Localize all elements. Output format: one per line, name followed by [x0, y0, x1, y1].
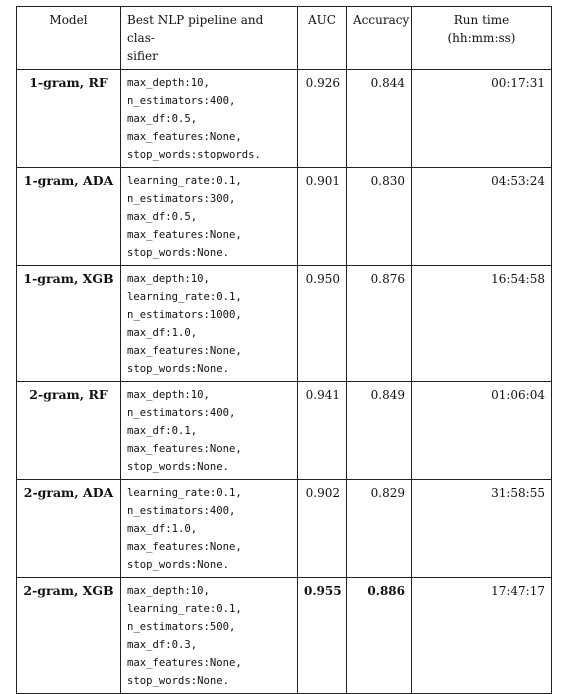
pipeline-cell: [121, 70, 298, 168]
param-line: stop_words:stopwords.: [127, 149, 261, 161]
param-line: learning_rate:0.1,: [127, 487, 242, 499]
runtime-cell: 01:06:04: [412, 382, 552, 480]
table-row: [17, 382, 552, 480]
param-line: n_estimators:500,: [127, 621, 236, 633]
model-cell: 1-gram, XGB: [17, 266, 121, 382]
param-line: max_features:None,: [127, 131, 242, 143]
runtime-cell: 31:58:55: [412, 480, 552, 578]
param-line: max_depth:10,: [127, 77, 210, 89]
param-line: max_features:None,: [127, 443, 242, 455]
table-row: [17, 168, 552, 266]
pipeline-cell: [121, 168, 298, 266]
param-line: max_df:0.5,: [127, 211, 198, 223]
param-line: max_depth:10,: [127, 585, 210, 597]
param-line: n_estimators:400,: [127, 407, 236, 419]
accuracy-cell: 0.886: [347, 578, 412, 694]
param-line: max_features:None,: [127, 541, 242, 553]
header-row: [17, 7, 552, 70]
param-line: stop_words:None.: [127, 559, 230, 571]
param-line: stop_words:None.: [127, 675, 230, 687]
results-table: [16, 6, 552, 694]
param-line: n_estimators:1000,: [127, 309, 242, 321]
runtime-cell: 16:54:58: [412, 266, 552, 382]
param-line: max_df:1.0,: [127, 523, 198, 535]
runtime-cell: 17:47:17: [412, 578, 552, 694]
param-line: n_estimators:400,: [127, 95, 236, 107]
accuracy-cell: 0.829: [347, 480, 412, 578]
pipeline-cell: [121, 480, 298, 578]
param-line: learning_rate:0.1,: [127, 175, 242, 187]
param-line: max_features:None,: [127, 229, 242, 241]
model-cell: 2-gram, XGB: [17, 578, 121, 694]
param-line: max_df:0.3,: [127, 639, 198, 651]
accuracy-cell: 0.849: [347, 382, 412, 480]
auc-cell: 0.902: [298, 480, 347, 578]
table-body: [17, 70, 552, 694]
param-line: n_estimators:400,: [127, 505, 236, 517]
param-line: stop_words:None.: [127, 363, 230, 375]
model-cell: 2-gram, ADA: [17, 480, 121, 578]
param-line: n_estimators:300,: [127, 193, 236, 205]
table-header: [17, 7, 552, 70]
pipeline-cell: [121, 266, 298, 382]
auc-cell: 0.955: [298, 578, 347, 694]
param-line: max_depth:10,: [127, 273, 210, 285]
accuracy-cell: 0.876: [347, 266, 412, 382]
param-line: learning_rate:0.1,: [127, 603, 242, 615]
param-line: max_features:None,: [127, 345, 242, 357]
param-line: max_df:0.5,: [127, 113, 198, 125]
accuracy-cell: 0.844: [347, 70, 412, 168]
table-row: [17, 266, 552, 382]
header-pipeline: Best NLP pipeline and clas- sifier: [121, 7, 298, 70]
accuracy-cell: 0.830: [347, 168, 412, 266]
param-line: max_df:1.0,: [127, 327, 198, 339]
pipeline-cell: [121, 382, 298, 480]
table-row: [17, 70, 552, 168]
table-row: [17, 480, 552, 578]
model-cell: 1-gram, RF: [17, 70, 121, 168]
header-accuracy: Accuracy: [347, 7, 412, 70]
runtime-cell: 04:53:24: [412, 168, 552, 266]
runtime-cell: 00:17:31: [412, 70, 552, 168]
param-line: stop_words:None.: [127, 461, 230, 473]
header-model: Model: [17, 7, 121, 70]
param-line: max_df:0.1,: [127, 425, 198, 437]
auc-cell: 0.941: [298, 382, 347, 480]
param-line: max_features:None,: [127, 657, 242, 669]
header-auc: AUC: [298, 7, 347, 70]
model-cell: 1-gram, ADA: [17, 168, 121, 266]
param-line: learning_rate:0.1,: [127, 291, 242, 303]
auc-cell: 0.901: [298, 168, 347, 266]
auc-cell: 0.950: [298, 266, 347, 382]
auc-cell: 0.926: [298, 70, 347, 168]
param-line: max_depth:10,: [127, 389, 210, 401]
param-line: stop_words:None.: [127, 247, 230, 259]
header-runtime: Run time (hh:mm:ss): [412, 7, 552, 70]
model-cell: 2-gram, RF: [17, 382, 121, 480]
